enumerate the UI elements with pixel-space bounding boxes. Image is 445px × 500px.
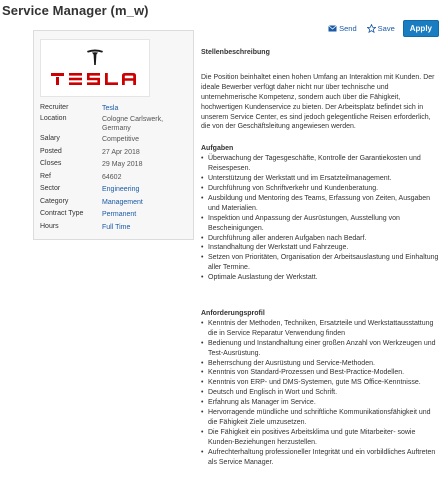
send-label: Send [339, 24, 357, 33]
hours-link[interactable]: Full Time [102, 223, 131, 231]
fact-value: Cologne Carlswerk, Germany [102, 116, 164, 132]
job-title: Service Manager (m_w) [2, 3, 149, 18]
fact-row [40, 148, 192, 161]
fact-row [40, 135, 192, 148]
list-item: • Instandhaltung der Werkstatt und Fahrzeuge. [201, 243, 441, 253]
list-item: • Kenntnis von ERP- und DMS-Systemen, gute MS Office-Kenntnisse. [201, 378, 441, 388]
envelope-icon [328, 25, 337, 32]
fact-row [40, 198, 192, 211]
fact-row [40, 115, 192, 135]
fact-label: Category [40, 197, 69, 205]
fact-row [40, 223, 192, 236]
fact-label: Ref [40, 172, 51, 180]
fact-value: 64602 [102, 173, 122, 181]
send-button[interactable] [328, 24, 357, 33]
list-item: • Bedienung und Instandhaltung einer großen Anzahl von Werkzeugen und Test-Ausrüstung. [201, 339, 441, 359]
list-item: • Unterstützung der Werkstatt und im Ersatzteilmanagement. [201, 174, 441, 184]
list-item: • Deutsch und Englisch in Wort und Schrift. [201, 388, 441, 398]
tesla-t-icon [87, 50, 103, 66]
list-item: • Aufrechterhaltung professioneller Integrität und ein vorbildliches Auftreten als Service Manager. [201, 448, 441, 468]
list-item: • Inspektion und Anpassung der Ausrüstungen, Ausstellung von Bescheinigungen. [201, 214, 441, 234]
list-item: • Überwachung der Tagesgeschäfte, Kontrolle der Garantiekosten und Reisespesen. [201, 154, 441, 174]
list-item: • Setzen von Prioritäten, Organisation der Arbeitsauslastung und Einhaltung aller Termine. [201, 253, 441, 273]
tesla-wordmark [51, 73, 136, 85]
save-button[interactable] [367, 24, 395, 33]
list-item: • Hervorragende mündliche und schriftliche Kommunikationsfähigkeit und die Fähigkeit Ziele umzusetzen. [201, 408, 441, 428]
profile-list [201, 319, 441, 468]
fact-label: Sector [40, 185, 61, 192]
fact-value: Competitive [102, 136, 139, 143]
list-item: • Erfahrung als Manager im Service. [201, 398, 441, 408]
profile-heading: Anforderungsprofil [201, 310, 265, 318]
fact-label: Posted [40, 147, 62, 155]
list-item: • Durchführung von Schriftverkehr und Kundenberatung. [201, 184, 441, 194]
recruiter-logo [40, 39, 150, 97]
fact-row [40, 185, 192, 198]
tasks-list [201, 154, 441, 283]
fact-label: Closes [40, 160, 62, 167]
list-item: • Ausbildung und Mentoring des Teams, Erfassung von Zeiten, Ausgaben und Materialien. [201, 194, 441, 214]
tasks-heading: Aufgaben [201, 145, 234, 153]
fact-row [40, 173, 192, 186]
list-item: • Durchführung aller anderen Aufgaben nach Bedarf. [201, 234, 441, 244]
fact-row [40, 160, 192, 173]
star-icon [367, 24, 376, 33]
save-label: Save [377, 24, 395, 33]
list-item: • Kenntnis von Standard-Prozessen und Best-Practice-Modellen. [201, 368, 441, 378]
fact-label: Contract Type [40, 210, 84, 217]
fact-row [40, 104, 192, 115]
list-item: • Die Fähigkeit ein positives Arbeitsklima und gute Mitarbeiter- sowie Kunden-Beziehungen herzustellen. [201, 428, 441, 448]
fact-label: Location [40, 115, 67, 122]
job-description [201, 48, 441, 468]
fact-value: 29 May 2018 [102, 161, 143, 168]
apply-button[interactable]: Apply [403, 20, 439, 37]
category-link[interactable]: Management [102, 198, 143, 206]
job-summary-panel [33, 30, 194, 240]
description-heading: Stellenbeschreibung [201, 49, 270, 56]
fact-row [40, 210, 192, 223]
sector-link[interactable]: Engineering [102, 186, 140, 193]
fact-label: Salary [40, 135, 60, 142]
list-item: • Beherrschung der Ausrüstung und Service-Methoden. [201, 359, 441, 369]
fact-value: 27 Apr 2018 [102, 148, 140, 156]
description-intro: Die Position beinhaltet einen hohen Umfang an Interaktion mit Kunden. Der ideale Bewerber verfügt daher nicht nur über technische und unternehmerische Kompetenz, sondern auch über die Fähigkeit, hochwertigen Kundenservice zu bieten. Der Arbeitsplatz befindet sich in unserem Service Center, es sind jedoch gelegentliche Reisen erforderlich, die von der Geschäftsleitung angewiesen werden. [201, 73, 435, 131]
job-facts [40, 104, 192, 235]
recruiter-link[interactable]: Tesla [102, 105, 119, 112]
contract-type-link[interactable]: Permanent [102, 211, 137, 218]
list-item: • Optimale Auslastung der Werkstatt. [201, 273, 441, 283]
fact-label: Hours [40, 222, 59, 230]
fact-label: Recruiter [40, 104, 69, 111]
list-item: • Kenntnis der Methoden, Techniken, Ersatzteile und Werkstattausstattung die in Service Reparatur Verwendung finden [201, 319, 441, 339]
job-actions [328, 20, 439, 37]
